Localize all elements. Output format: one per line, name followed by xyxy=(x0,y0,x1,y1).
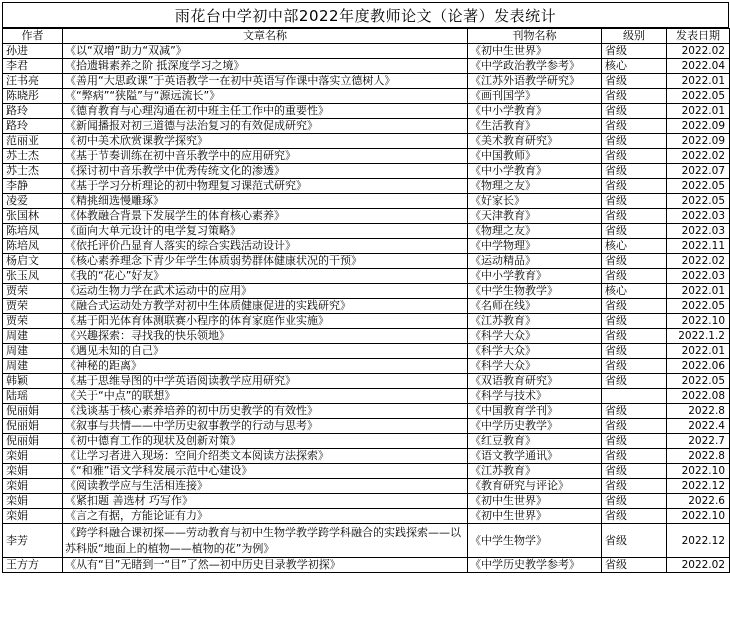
cell-level[interactable]: 省级 xyxy=(602,329,667,344)
cell-level[interactable]: 省级 xyxy=(602,464,667,479)
cell-date[interactable]: 2022.8 xyxy=(667,404,730,419)
table-row xyxy=(3,359,730,374)
cell-level[interactable]: 省级 xyxy=(602,119,667,134)
cell-level[interactable]: 省级 xyxy=(602,209,667,224)
cell-author[interactable]: 王方方 xyxy=(3,558,63,573)
table-row xyxy=(3,59,730,74)
header-date[interactable]: 发表日期 xyxy=(667,29,730,44)
cell-article[interactable]: 《善用“大思政课”于英语教学一在初中英语写作课中落实立德树人》 xyxy=(63,74,468,89)
cell-date[interactable]: 2022.10 xyxy=(667,314,730,329)
cell-author[interactable]: 李芳 xyxy=(3,524,63,558)
table-row xyxy=(3,149,730,164)
cell-level[interactable]: 省级 xyxy=(602,44,667,59)
table-row xyxy=(3,389,730,404)
cell-article[interactable]: 《融合式运动处方教学对初中生体质健康促进的实践研究》 xyxy=(63,299,468,314)
header-row xyxy=(3,29,730,44)
cell-level[interactable]: 核心 xyxy=(602,239,667,254)
cell-author[interactable]: 路玲 xyxy=(3,104,63,119)
table-row xyxy=(3,524,730,558)
cell-article[interactable]: 《“和雅”语文学科发展示范中心建设》 xyxy=(63,464,468,479)
cell-level[interactable]: 省级 xyxy=(602,434,667,449)
cell-journal[interactable]: 《江苏教育》 xyxy=(468,464,602,479)
cell-journal[interactable]: 《初中生世界》 xyxy=(468,44,602,59)
cell-article[interactable]: 《面向大单元设计的电学复习策略》 xyxy=(63,224,468,239)
cell-author[interactable]: 苏士杰 xyxy=(3,149,63,164)
cell-author[interactable]: 周建 xyxy=(3,329,63,344)
cell-journal[interactable]: 《江苏外语教学研究》 xyxy=(468,74,602,89)
cell-journal[interactable]: 《好家长》 xyxy=(468,194,602,209)
table-row xyxy=(3,449,730,464)
table-row xyxy=(3,558,730,573)
cell-article[interactable]: 《叙事与共情——中学历史叙事教学的行动与思考》 xyxy=(63,419,468,434)
cell-article[interactable]: 《探讨初中音乐教学中优秀传统文化的渗透》 xyxy=(63,164,468,179)
cell-article[interactable]: 《我的“花心”好友》 xyxy=(63,269,468,284)
cell-article[interactable]: 《遇见未知的自己》 xyxy=(63,344,468,359)
cell-level[interactable]: 省级 xyxy=(602,359,667,374)
table-row xyxy=(3,269,730,284)
cell-author[interactable]: 栾娟 xyxy=(3,509,63,524)
cell-date[interactable]: 2022.01 xyxy=(667,284,730,299)
cell-date[interactable]: 2022.03 xyxy=(667,209,730,224)
header-journal[interactable]: 刊物名称 xyxy=(468,29,602,44)
cell-journal[interactable]: 《科学与技术》 xyxy=(468,389,602,404)
cell-level[interactable]: 省级 xyxy=(602,419,667,434)
sheet-title[interactable]: 雨花台中学初中部2022年度教师论文（论著）发表统计 xyxy=(2,2,729,28)
cell-level[interactable]: 省级 xyxy=(602,149,667,164)
cell-level[interactable]: 省级 xyxy=(602,89,667,104)
cell-level[interactable]: 省级 xyxy=(602,449,667,464)
cell-date[interactable]: 2022.02 xyxy=(667,149,730,164)
cell-journal[interactable]: 《初中生世界》 xyxy=(468,494,602,509)
table-row xyxy=(3,179,730,194)
cell-journal[interactable]: 《中国教师》 xyxy=(468,149,602,164)
cell-level[interactable]: 省级 xyxy=(602,344,667,359)
cell-journal[interactable]: 《中学历史教学》 xyxy=(468,419,602,434)
cell-article[interactable]: 《拾遗辑素养之阶 抵深度学习之境》 xyxy=(63,59,468,74)
cell-journal[interactable]: 《中小学教育》 xyxy=(468,269,602,284)
cell-journal[interactable]: 《江苏教育》 xyxy=(468,314,602,329)
cell-journal[interactable]: 《科学大众》 xyxy=(468,344,602,359)
cell-level[interactable]: 省级 xyxy=(602,374,667,389)
cell-date[interactable]: 2022.10 xyxy=(667,509,730,524)
cell-date[interactable]: 2022.01 xyxy=(667,104,730,119)
cell-date[interactable]: 2022.03 xyxy=(667,269,730,284)
table-row xyxy=(3,434,730,449)
cell-article[interactable]: 《浅谈基于核心素养培养的初中历史教学的有效性》 xyxy=(63,404,468,419)
cell-journal[interactable]: 《天津教育》 xyxy=(468,209,602,224)
cell-author[interactable]: 杨启文 xyxy=(3,254,63,269)
table-row xyxy=(3,209,730,224)
cell-author[interactable]: 汪书亮 xyxy=(3,74,63,89)
cell-date[interactable]: 2022.06 xyxy=(667,359,730,374)
cell-journal[interactable]: 《语文教学通讯》 xyxy=(468,449,602,464)
cell-level[interactable]: 省级 xyxy=(602,509,667,524)
cell-author[interactable]: 陈晓彤 xyxy=(3,89,63,104)
cell-journal[interactable]: 《教育研究与评论》 xyxy=(468,479,602,494)
cell-article[interactable]: 《依托评价凸显育人落实的综合实践活动设计》 xyxy=(63,239,468,254)
cell-journal[interactable]: 《名师在线》 xyxy=(468,299,602,314)
cell-date[interactable]: 2022.05 xyxy=(667,374,730,389)
cell-level[interactable]: 省级 xyxy=(602,254,667,269)
cell-date[interactable]: 2022.1.2 xyxy=(667,329,730,344)
table-row xyxy=(3,494,730,509)
cell-level[interactable]: 省级 xyxy=(602,179,667,194)
cell-article[interactable]: 《基于思维导图的中学英语阅读教学应用研究》 xyxy=(63,374,468,389)
cell-author[interactable]: 陈培凤 xyxy=(3,239,63,254)
cell-date[interactable]: 2022.09 xyxy=(667,134,730,149)
cell-date[interactable]: 2022.02 xyxy=(667,44,730,59)
cell-article[interactable]: 《紧扣题 善选材 巧写作》 xyxy=(63,494,468,509)
table-row xyxy=(3,134,730,149)
cell-journal[interactable]: 《双语教育研究》 xyxy=(468,374,602,389)
cell-date[interactable]: 2022.03 xyxy=(667,224,730,239)
cell-article[interactable]: 《阅读教学应与生活相连接》 xyxy=(63,479,468,494)
table-row xyxy=(3,74,730,89)
cell-journal[interactable]: 《运动精品》 xyxy=(468,254,602,269)
table-row xyxy=(3,104,730,119)
cell-date[interactable]: 2022.4 xyxy=(667,419,730,434)
cell-journal[interactable]: 《中学生物教学》 xyxy=(468,284,602,299)
cell-journal[interactable]: 《科学大众》 xyxy=(468,359,602,374)
cell-article[interactable]: 《“弊病”“狭隘”与“源远流长”》 xyxy=(63,89,468,104)
cell-author[interactable]: 张玉凤 xyxy=(3,269,63,284)
cell-journal[interactable]: 《中小学教育》 xyxy=(468,164,602,179)
cell-date[interactable]: 2022.7 xyxy=(667,434,730,449)
cell-level[interactable]: 省级 xyxy=(602,524,667,558)
table-row xyxy=(3,239,730,254)
cell-author[interactable]: 孙进 xyxy=(3,44,63,59)
cell-article[interactable]: 《从有“目”无睹到一“目”了然—初中历史目录教学初探》 xyxy=(63,558,468,573)
table-row xyxy=(3,119,730,134)
cell-author[interactable]: 凌爱 xyxy=(3,194,63,209)
cell-author[interactable]: 范丽亚 xyxy=(3,134,63,149)
spreadsheet xyxy=(2,2,729,573)
cell-author[interactable]: 栾娟 xyxy=(3,464,63,479)
cell-author[interactable]: 倪丽娟 xyxy=(3,404,63,419)
cell-level[interactable]: 省级 xyxy=(602,314,667,329)
cell-date[interactable]: 2022.8 xyxy=(667,449,730,464)
cell-article[interactable]: 《核心素养理念下青少年学生体质弱势群体健康状况的干预》 xyxy=(63,254,468,269)
header-author[interactable]: 作者 xyxy=(3,29,63,44)
cell-author[interactable]: 栾娟 xyxy=(3,479,63,494)
cell-author[interactable]: 李君 xyxy=(3,59,63,74)
cell-author[interactable]: 周建 xyxy=(3,359,63,374)
table-row xyxy=(3,374,730,389)
cell-article[interactable]: 《运动生物力学在武术运动中的应用》 xyxy=(63,284,468,299)
cell-date[interactable]: 2022.6 xyxy=(667,494,730,509)
cell-author[interactable]: 栾娟 xyxy=(3,449,63,464)
table-row xyxy=(3,404,730,419)
cell-date[interactable]: 2022.08 xyxy=(667,389,730,404)
cell-date[interactable]: 2022.12 xyxy=(667,479,730,494)
cell-date[interactable]: 2022.12 xyxy=(667,524,730,558)
cell-journal[interactable]: 《中小学教育》 xyxy=(468,104,602,119)
cell-journal[interactable]: 《中学生物学》 xyxy=(468,524,602,558)
cell-article[interactable]: 《体教融合背景下发展学生的体育核心素养》 xyxy=(63,209,468,224)
cell-date[interactable]: 2022.02 xyxy=(667,558,730,573)
cell-level[interactable]: 核心 xyxy=(602,284,667,299)
cell-level[interactable]: 核心 xyxy=(602,59,667,74)
cell-journal[interactable]: 《物理之友》 xyxy=(468,179,602,194)
cell-journal[interactable]: 《科学大众》 xyxy=(468,329,602,344)
cell-article[interactable]: 《让学习者进入现场：空间介绍类文本阅读方法探索》 xyxy=(63,449,468,464)
cell-author[interactable]: 栾娟 xyxy=(3,494,63,509)
table-row xyxy=(3,299,730,314)
cell-date[interactable]: 2022.10 xyxy=(667,464,730,479)
cell-author[interactable]: 陆瑶 xyxy=(3,389,63,404)
table-row xyxy=(3,329,730,344)
publication-table xyxy=(2,28,730,573)
cell-level[interactable]: 省级 xyxy=(602,194,667,209)
cell-article[interactable]: 《初中美术欣赏课教学探究》 xyxy=(63,134,468,149)
cell-level[interactable]: 省级 xyxy=(602,134,667,149)
cell-journal[interactable]: 《生活教育》 xyxy=(468,119,602,134)
cell-level[interactable] xyxy=(602,389,667,404)
cell-article[interactable]: 《新闻播报对初三道德与法治复习的有效促成研究》 xyxy=(63,119,468,134)
cell-level[interactable]: 省级 xyxy=(602,479,667,494)
cell-level[interactable]: 省级 xyxy=(602,299,667,314)
cell-journal[interactable]: 《画刊国学》 xyxy=(468,89,602,104)
cell-journal[interactable]: 《初中生世界》 xyxy=(468,509,602,524)
cell-level[interactable]: 省级 xyxy=(602,494,667,509)
cell-date[interactable]: 2022.11 xyxy=(667,239,730,254)
cell-article[interactable]: 《精挑细选慢雕琢》 xyxy=(63,194,468,209)
cell-author[interactable]: 苏士杰 xyxy=(3,164,63,179)
cell-date[interactable]: 2022.05 xyxy=(667,194,730,209)
table-row xyxy=(3,44,730,59)
table-row xyxy=(3,314,730,329)
table-row xyxy=(3,89,730,104)
cell-author[interactable]: 路玲 xyxy=(3,119,63,134)
cell-date[interactable]: 2022.01 xyxy=(667,74,730,89)
cell-level[interactable]: 省级 xyxy=(602,224,667,239)
cell-date[interactable]: 2022.07 xyxy=(667,164,730,179)
table-row xyxy=(3,419,730,434)
cell-author[interactable]: 陈培凤 xyxy=(3,224,63,239)
cell-date[interactable]: 2022.04 xyxy=(667,59,730,74)
cell-date[interactable]: 2022.05 xyxy=(667,179,730,194)
cell-journal[interactable]: 《中学物理》 xyxy=(468,239,602,254)
cell-article[interactable]: 《言之有据，方能论证有力》 xyxy=(63,509,468,524)
cell-journal[interactable]: 《红豆教育》 xyxy=(468,434,602,449)
table-row xyxy=(3,284,730,299)
cell-level[interactable]: 省级 xyxy=(602,104,667,119)
table-row xyxy=(3,224,730,239)
cell-date[interactable]: 2022.02 xyxy=(667,254,730,269)
table-row xyxy=(3,509,730,524)
cell-journal[interactable]: 《物理之友》 xyxy=(468,224,602,239)
cell-article[interactable]: 《神秘的距离》 xyxy=(63,359,468,374)
cell-author[interactable]: 周建 xyxy=(3,344,63,359)
cell-date[interactable]: 2022.05 xyxy=(667,89,730,104)
cell-date[interactable]: 2022.01 xyxy=(667,344,730,359)
cell-article[interactable]: 《兴趣探索：寻找我的快乐领地》 xyxy=(63,329,468,344)
cell-author[interactable]: 倪丽娟 xyxy=(3,419,63,434)
cell-level[interactable]: 省级 xyxy=(602,269,667,284)
cell-author[interactable]: 韩颖 xyxy=(3,374,63,389)
cell-author[interactable]: 倪丽娟 xyxy=(3,434,63,449)
table-row xyxy=(3,479,730,494)
cell-article[interactable]: 《基于阳光体育体测联赛小程序的体育家庭作业实施》 xyxy=(63,314,468,329)
cell-level[interactable]: 省级 xyxy=(602,404,667,419)
table-row xyxy=(3,464,730,479)
cell-author[interactable]: 贾荣 xyxy=(3,314,63,329)
header-article[interactable]: 文章名称 xyxy=(63,29,468,44)
cell-journal[interactable]: 《中国教育学刊》 xyxy=(468,404,602,419)
cell-article[interactable]: 《初中德育工作的现状及创新对策》 xyxy=(63,434,468,449)
cell-journal[interactable]: 《中学政治教学参考》 xyxy=(468,59,602,74)
table-row xyxy=(3,254,730,269)
cell-date[interactable]: 2022.09 xyxy=(667,119,730,134)
table-row xyxy=(3,194,730,209)
cell-level[interactable]: 省级 xyxy=(602,164,667,179)
cell-article[interactable]: 《德育教育与心理沟通在初中班主任工作中的重要性》 xyxy=(63,104,468,119)
cell-author[interactable]: 李静 xyxy=(3,179,63,194)
cell-level[interactable]: 省级 xyxy=(602,74,667,89)
cell-article[interactable]: 《基于学习分析理论的初中物理复习课范式研究》 xyxy=(63,179,468,194)
table-row xyxy=(3,344,730,359)
cell-article[interactable]: 《以“双增”助力“双减”》 xyxy=(63,44,468,59)
cell-level[interactable]: 省级 xyxy=(602,558,667,573)
cell-article[interactable]: 《基于节奏训练在初中音乐教学中的应用研究》 xyxy=(63,149,468,164)
cell-article[interactable]: 《跨学科融合课初探——劳动教育与初中生物学教学跨学科融合的实践探索——以苏科版“地面上的植物——植物的花”为例》 xyxy=(63,524,468,558)
cell-journal[interactable]: 《美术教育研究》 xyxy=(468,134,602,149)
cell-journal[interactable]: 《中学历史教学参考》 xyxy=(468,558,602,573)
cell-article[interactable]: 《关于“中点”的联想》 xyxy=(63,389,468,404)
cell-author[interactable]: 贾荣 xyxy=(3,299,63,314)
cell-author[interactable]: 张国林 xyxy=(3,209,63,224)
header-level[interactable]: 级别 xyxy=(602,29,667,44)
cell-date[interactable]: 2022.05 xyxy=(667,299,730,314)
cell-author[interactable]: 贾荣 xyxy=(3,284,63,299)
table-row xyxy=(3,164,730,179)
